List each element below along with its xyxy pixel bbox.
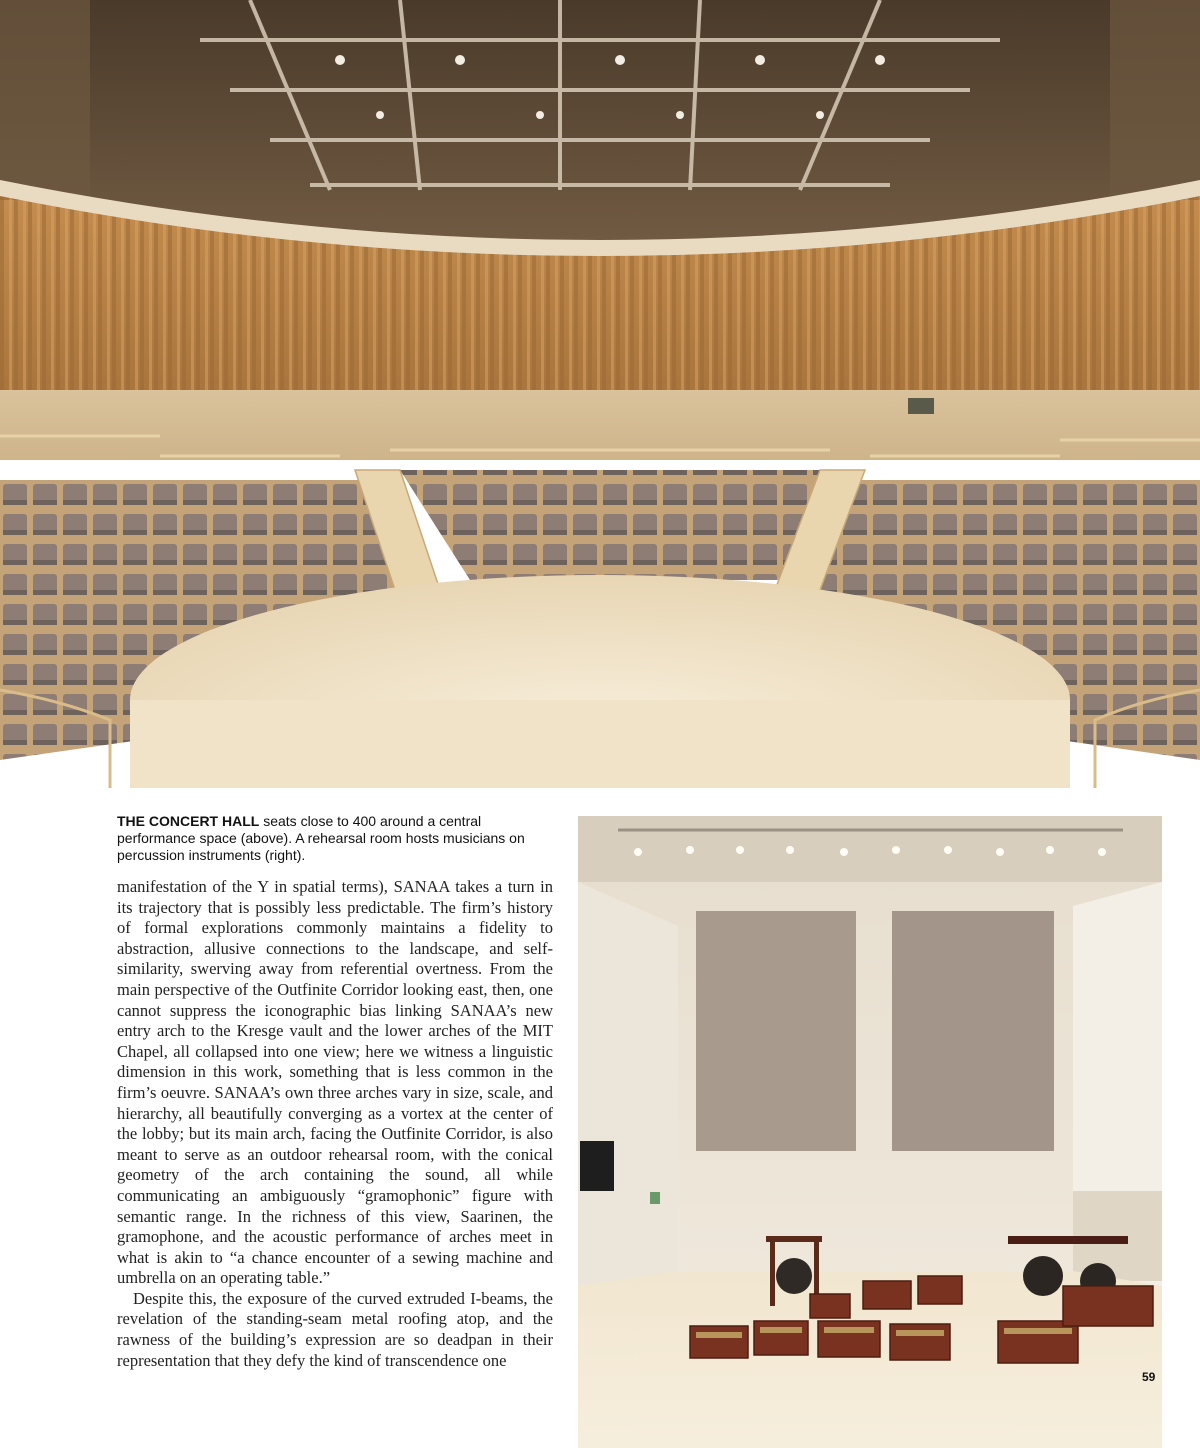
page-number: 59 [1142,1370,1156,1384]
caption-text: seats close to 400 around a central performance space (above). A rehearsal room hosts musicians on percussion instruments (right). [117,813,525,863]
acoustic-panel-right [892,911,1054,1151]
exit-sign [908,398,934,414]
acoustic-panel-left [696,911,856,1151]
article-body [117,877,553,1371]
caption-lead: THE CONCERT HALL [117,813,260,829]
rehearsal-room-photo [578,816,1162,1448]
photo-caption [117,813,557,864]
seating-center [400,470,820,580]
body-paragraph: Despite this, the exposure of the curved extruded I-beams, the revelation of the standing-seam metal roofing atop, and the rawness of the building’s expression are so deadpan in their representation that they defy the kind of transcendence one [117,1288,553,1370]
rehearsal-ceiling [578,816,1162,882]
exit-sign [650,1192,660,1204]
speaker [580,1141,614,1191]
body-paragraph: manifestation of the Y in spatial terms), SANAA takes a turn in its trajectory that is possibly less predictable. The firm’s history of formal explorations commonly maintains a fidelity to abstraction, allusive connections to the landscape, and self-similarity, swerving away from referential overtness. From the main perspective of the Outfinite Corridor looking east, then, one cannot suppress the iconographic bias linking SANAA’s new entry arch to the Kresge vault and the lower arches of the MIT Chapel, all collapsed into one view; here we witness a linguistic dimension in this work, something that is less common in the firm’s oeuvre. SANAA’s own three arches vary in size, scale, and hierarchy, all beautifully converging as a vortex at the center of the lobby; but its main arch, facing the Outfinite Corridor, is also meant to serve as an outdoor rehearsal room, with the conical geometry of the arch containing the sound, all while communicating an ambiguously “gramophonic” figure with semantic range. In the richness of this view, Saarinen, the gramophone, and the acoustic performance of arches meet in what is akin to “a chance encounter of a sewing machine and umbrella on an operating table.” [117,877,553,1288]
